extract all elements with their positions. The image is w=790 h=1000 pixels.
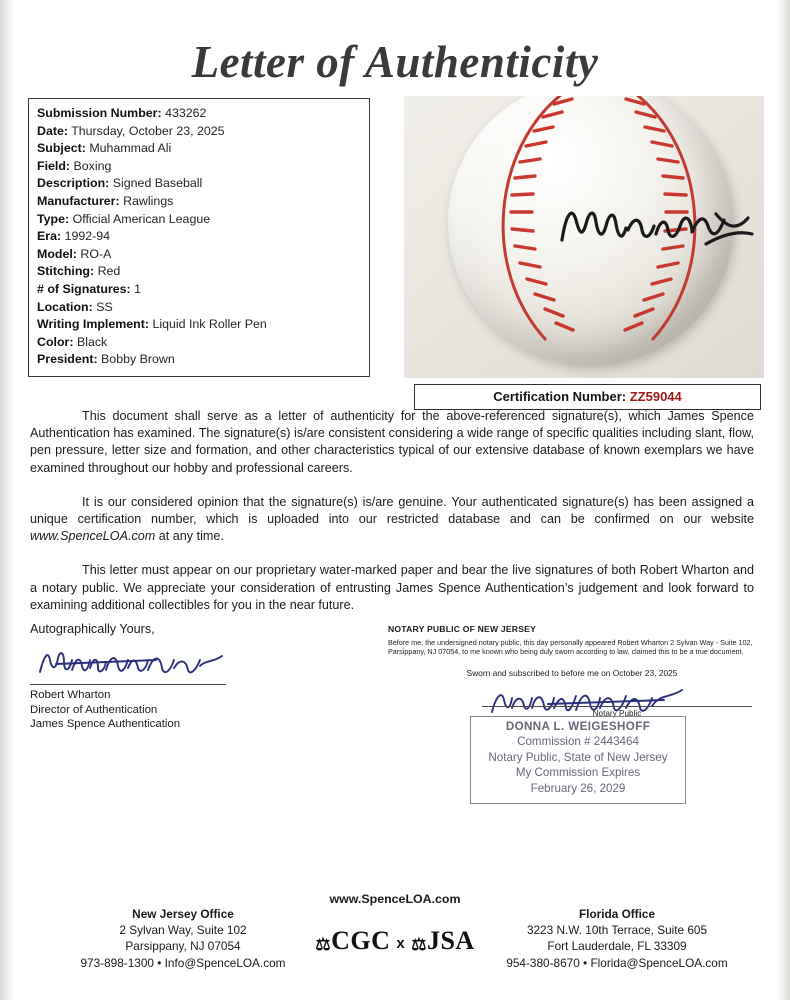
florida-office [492,906,742,971]
letter-body [30,408,754,631]
logo-separator: x [396,934,406,952]
detail-value: 1992-94 [64,229,111,244]
detail-label: Location: [37,299,93,314]
body-paragraph-1: This document shall serve as a letter of authenticity for the above-referenced signature(s), which James Spence Authentication has examined. The signature(s) is/are consistent considering a wide range of specific qualities including slant, flow, pen pressure, letter size and formation, and other characteristics typical of our extensive database of known exemplars we have examined throughout our hobby and professional careers. [30,409,754,475]
detail-label: President: [37,352,98,367]
table-row [37,228,361,246]
notary-sworn-line: Sworn and subscribed to before me on October 23, 2025 [466,667,678,678]
detail-value: Liquid Ink Roller Pen [152,317,267,332]
notary-caption: Notary Public [592,709,642,718]
stamp-commission: Commission # 2443464 [517,735,639,749]
nj-office-title: New Jersey Office [132,907,234,921]
notary-signature-rule [482,706,752,707]
page-title: Letter of Authenticity [191,37,599,87]
notary-stamp [470,716,686,804]
stamp-name: DONNA L. WEIGESHOFF [505,720,651,733]
detail-label: Stitching: [37,264,95,279]
detail-label: Subject: [37,141,86,156]
fl-office-address-1: 3223 N.W. 10th Terrace, Suite 605 [526,923,708,938]
fl-office-contact[interactable]: 954-380-8670 • Florida@SpenceLOA.com [506,955,728,970]
detail-label: Model: [37,246,77,261]
notary-block [388,624,756,718]
table-row [37,175,361,193]
detail-value: Red [97,264,121,279]
scales-icon-left: ⚖ [315,935,332,954]
certification-number: ZZ59044 [629,389,682,404]
stamp-state: Notary Public, State of New Jersey [488,750,668,764]
closing-salutation: Autographically Yours, [30,622,155,636]
detail-label: Writing Implement: [37,317,149,332]
table-row [37,123,361,141]
table-row [37,334,361,352]
fl-office-title: Florida Office [578,907,656,921]
table-row [37,211,361,229]
detail-value: Black [76,334,108,349]
table-row [37,246,361,264]
table-row [37,140,361,158]
scales-icon-right: ⚖ [411,935,427,954]
detail-value: Boxing [73,158,112,173]
signatory-title: Director of Authentication [30,703,158,716]
detail-label: Field: [37,158,71,173]
submission-details-table [28,98,370,377]
certification-label: Certification Number: [493,389,627,404]
signatory-name: Robert Wharton [30,689,111,701]
nj-office-address-2: Parsippany, NJ 07054 [125,939,241,954]
detail-label: Submission Number: [37,106,162,120]
stamp-expires-date: February 26, 2029 [530,781,626,795]
spenceloa-website-link[interactable]: www.SpenceLOA.com [30,529,156,544]
notary-heading: NOTARY PUBLIC OF NEW JERSEY [388,624,537,634]
table-row [37,316,361,334]
table-row [37,281,361,299]
table-row [37,158,361,176]
detail-label: Color: [37,334,74,349]
table-row [37,105,361,123]
nj-office-address-1: 2 Sylvan Way, Suite 102 [119,923,247,938]
detail-value: Muhammad Ali [89,141,172,156]
body-paragraph-2-post: at any time. [155,529,224,544]
detail-value: SS [96,299,113,314]
detail-value: Rawlings [123,193,174,208]
detail-label: Manufacturer: [37,193,120,208]
nj-office-contact[interactable]: 973-898-1300 • Info@SpenceLOA.com [80,955,286,970]
detail-value: Official American League [72,211,211,226]
jsa-logo: JSA [426,926,475,955]
new-jersey-office [58,906,308,971]
cgc-logo: CGC [331,926,391,955]
body-paragraph-2-pre: It is our considered opinion that the signature(s) is/are genuine. Your authenticated signature(s) has been assigned a unique certification number, which is uploaded into our restricted database and can be confirmed on our website [30,494,754,527]
certification-number-bar [414,384,761,410]
detail-value: Bobby Brown [101,352,175,367]
robert-wharton-signature-icon [36,646,226,680]
signature-rule [30,684,226,685]
body-paragraph-3: This letter must appear on our proprietary water-marked paper and bear the live signatures of both Robert Wharton and a notary public. We appreciate your consideration of entrusting James Spence Authentication’s judgement and look forward to examining additional collectibles for you in the near future. [30,563,754,612]
detail-label: Description: [37,176,110,191]
signatory-company: James Spence Authentication [30,718,181,731]
detail-value: RO-A [80,246,112,261]
table-row [37,263,361,281]
table-row [37,299,361,317]
table-row [37,193,361,211]
signed-baseball-photo [404,96,764,378]
detail-value: Thursday, October 23, 2025 [71,123,225,138]
detail-value: Signed Baseball [112,176,203,191]
detail-label: Era: [37,229,62,244]
ali-autograph-icon [556,196,756,260]
detail-value: 1 [134,281,141,296]
detail-label: # of Signatures: [37,281,131,296]
body-paragraph-2 [30,494,754,546]
signatory-info [30,688,180,732]
table-row [37,351,361,369]
detail-label: Type: [37,211,70,226]
fl-office-address-2: Fort Lauderdale, FL 33309 [547,939,687,954]
detail-label: Date: [37,123,68,138]
stamp-expires-label: My Commission Expires [515,766,641,780]
notary-statement: Before me, the undersigned notary public, this day personally appeared Robert Wharton 2 Sylvan Way - Suite 102, Parsippany, NJ 07054, to me known who being duly sworn according to law, claimed this to be a true document. [388,638,753,657]
footer-website[interactable]: www.SpenceLOA.com [329,892,461,906]
detail-value: 433262 [165,106,207,120]
